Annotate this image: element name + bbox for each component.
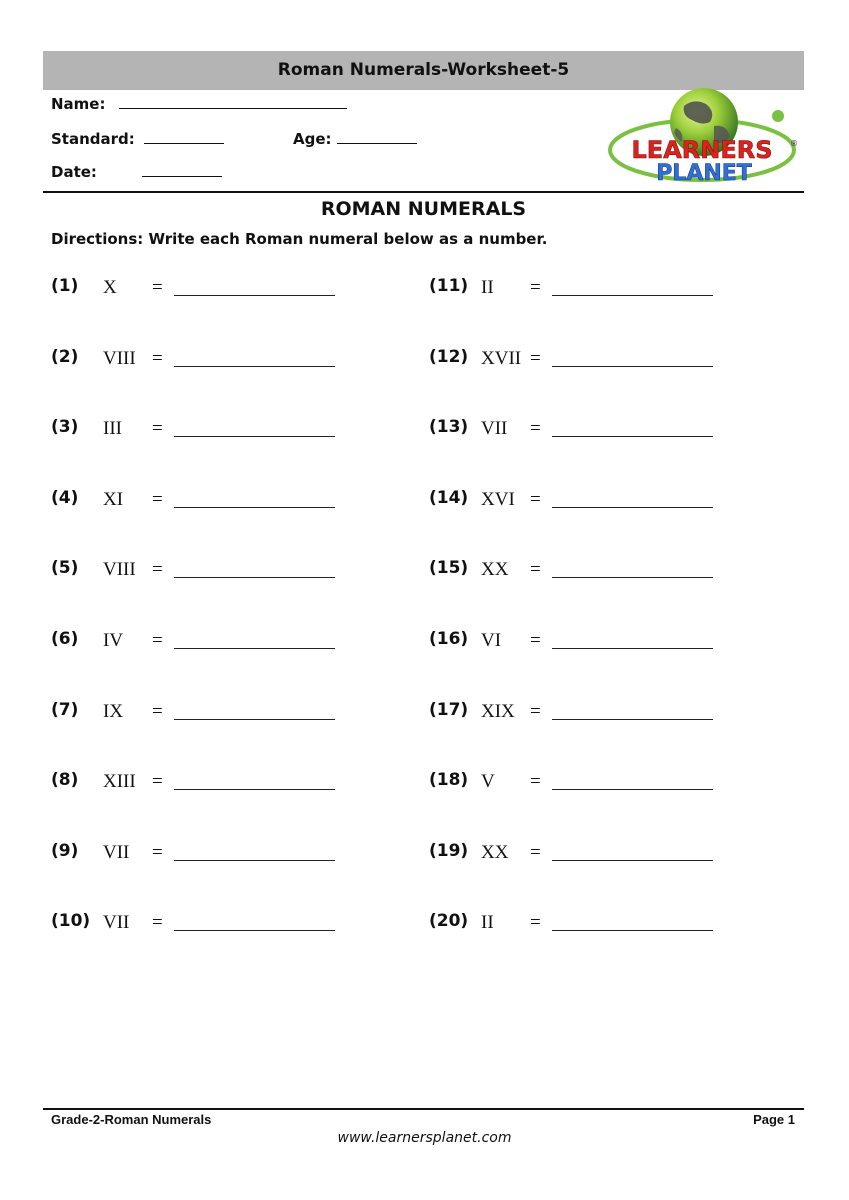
problem-number: (18) xyxy=(429,770,469,790)
footer-page-number: Page 1 xyxy=(753,1112,795,1127)
equals-sign: = xyxy=(530,912,541,933)
name-line[interactable] xyxy=(119,94,347,109)
answer-line[interactable] xyxy=(552,719,713,720)
roman-numeral: XVI xyxy=(481,489,515,510)
header-divider xyxy=(43,191,804,193)
name-field xyxy=(51,94,347,113)
answer-line[interactable] xyxy=(552,789,713,790)
answer-line[interactable] xyxy=(174,789,335,790)
answer-line[interactable] xyxy=(174,719,335,720)
equals-sign: = xyxy=(152,912,163,933)
equals-sign: = xyxy=(530,771,541,792)
answer-line[interactable] xyxy=(552,366,713,367)
roman-numeral: VIII xyxy=(103,348,136,369)
roman-numeral: XX xyxy=(481,559,509,580)
standard-field xyxy=(51,129,224,148)
answer-line[interactable] xyxy=(174,507,335,508)
roman-numeral: VII xyxy=(103,842,130,863)
answer-line[interactable] xyxy=(174,930,335,931)
equals-sign: = xyxy=(530,842,541,863)
age-field xyxy=(293,129,417,148)
equals-sign: = xyxy=(530,489,541,510)
standard-line[interactable] xyxy=(144,129,224,144)
problem-number: (7) xyxy=(51,700,79,720)
problem-number: (17) xyxy=(429,700,469,720)
equals-sign: = xyxy=(152,489,163,510)
answer-line[interactable] xyxy=(174,295,335,296)
footer-website: www.learnersplanet.com xyxy=(337,1130,512,1146)
problem-number: (5) xyxy=(51,558,79,578)
problem-number: (13) xyxy=(429,417,469,437)
equals-sign: = xyxy=(152,418,163,439)
worksheet-title: Roman Numerals-Worksheet-5 xyxy=(43,51,804,90)
problem-number: (19) xyxy=(429,841,469,861)
roman-numeral: XIX xyxy=(481,701,515,722)
roman-numeral: VIII xyxy=(103,559,136,580)
equals-sign: = xyxy=(530,418,541,439)
answer-line[interactable] xyxy=(552,648,713,649)
section-title: ROMAN NUMERALS xyxy=(320,198,527,220)
roman-numeral: III xyxy=(103,418,122,439)
roman-numeral: X xyxy=(103,277,117,298)
standard-label: Standard: xyxy=(51,130,135,148)
roman-numeral: XI xyxy=(103,489,124,510)
problem-number: (6) xyxy=(51,629,79,649)
logo-line2: PLANET xyxy=(656,161,752,186)
equals-sign: = xyxy=(152,277,163,298)
date-line[interactable] xyxy=(142,162,222,177)
logo-registered-mark: ® xyxy=(790,139,798,148)
equals-sign: = xyxy=(530,348,541,369)
problem-number: (1) xyxy=(51,276,79,296)
problem-number: (9) xyxy=(51,841,79,861)
equals-sign: = xyxy=(530,277,541,298)
learners-planet-logo xyxy=(606,86,802,190)
answer-line[interactable] xyxy=(174,577,335,578)
age-line[interactable] xyxy=(337,129,417,144)
answer-line[interactable] xyxy=(552,930,713,931)
problem-number: (2) xyxy=(51,347,79,367)
orbit-ball-icon xyxy=(772,110,784,122)
answer-line[interactable] xyxy=(174,648,335,649)
roman-numeral: II xyxy=(481,277,494,298)
footer-divider xyxy=(43,1108,804,1110)
roman-numeral: IX xyxy=(103,701,124,722)
footer-grade-label: Grade-2-Roman Numerals xyxy=(51,1112,212,1127)
date-field xyxy=(51,162,222,181)
problem-number: (4) xyxy=(51,488,79,508)
roman-numeral: VII xyxy=(103,912,130,933)
roman-numeral: XVII xyxy=(481,348,522,369)
problem-number: (14) xyxy=(429,488,469,508)
answer-line[interactable] xyxy=(174,860,335,861)
equals-sign: = xyxy=(152,630,163,651)
roman-numeral: XIII xyxy=(103,771,136,792)
equals-sign: = xyxy=(152,559,163,580)
answer-line[interactable] xyxy=(174,436,335,437)
equals-sign: = xyxy=(152,771,163,792)
roman-numeral: XX xyxy=(481,842,509,863)
equals-sign: = xyxy=(530,559,541,580)
equals-sign: = xyxy=(152,842,163,863)
equals-sign: = xyxy=(530,630,541,651)
age-label: Age: xyxy=(293,130,332,148)
problem-number: (3) xyxy=(51,417,79,437)
answer-line[interactable] xyxy=(174,366,335,367)
answer-line[interactable] xyxy=(552,507,713,508)
roman-numeral: V xyxy=(481,771,495,792)
equals-sign: = xyxy=(152,701,163,722)
problem-number: (11) xyxy=(429,276,469,296)
roman-numeral: VII xyxy=(481,418,508,439)
problem-number: (20) xyxy=(429,911,469,931)
roman-numeral: VI xyxy=(481,630,502,651)
roman-numeral: IV xyxy=(103,630,124,651)
problem-number: (12) xyxy=(429,347,469,367)
roman-numeral: II xyxy=(481,912,494,933)
problem-number: (8) xyxy=(51,770,79,790)
problem-number: (15) xyxy=(429,558,469,578)
equals-sign: = xyxy=(152,348,163,369)
answer-line[interactable] xyxy=(552,295,713,296)
problem-number: (10) xyxy=(51,911,91,931)
name-label: Name: xyxy=(51,95,106,113)
problem-number: (16) xyxy=(429,629,469,649)
directions-text: Directions: Write each Roman numeral below as a number. xyxy=(51,230,548,248)
date-label: Date: xyxy=(51,163,97,181)
answer-line[interactable] xyxy=(552,436,713,437)
answer-line[interactable] xyxy=(552,860,713,861)
equals-sign: = xyxy=(530,701,541,722)
logo-line1: LEARNERS xyxy=(631,136,773,164)
answer-line[interactable] xyxy=(552,577,713,578)
